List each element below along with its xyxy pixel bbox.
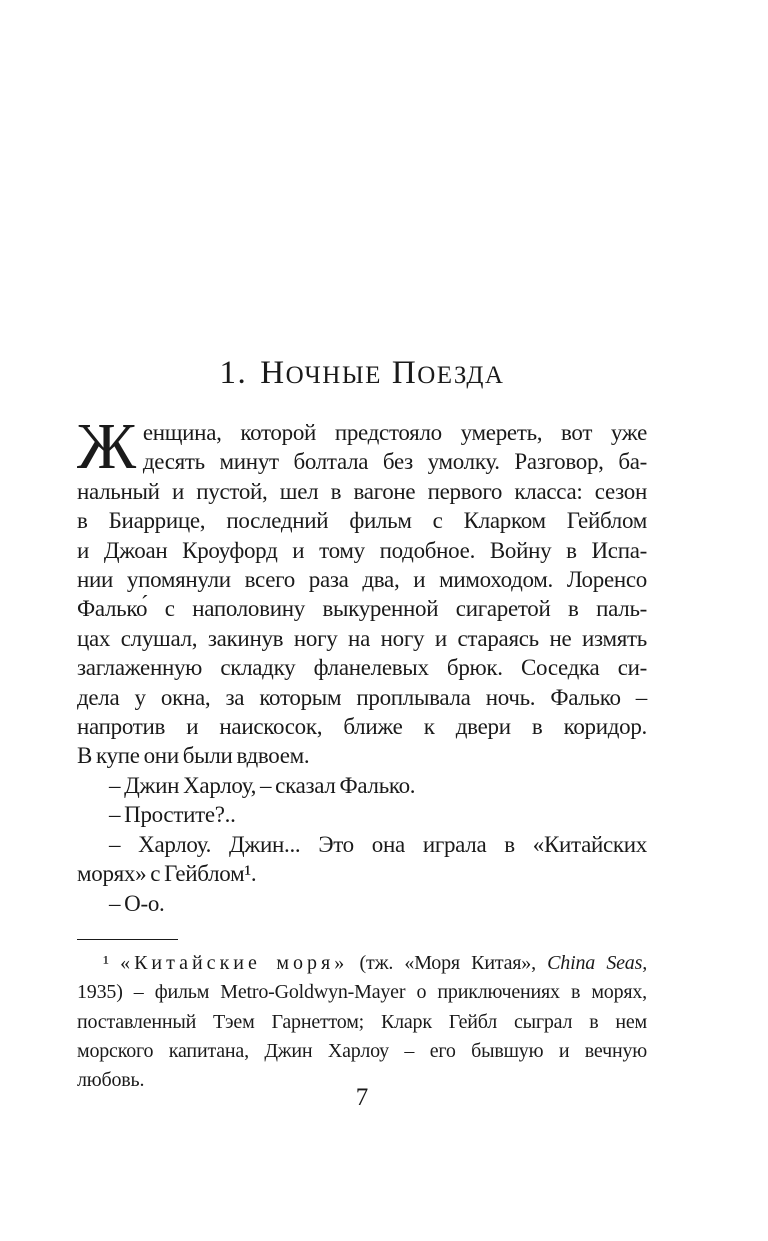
text-line: – Простите?..: [109, 802, 236, 828]
text-segment: (тж. «Моря Китая»,: [348, 951, 548, 974]
text-line: морях» с Гейблом¹.: [77, 861, 257, 887]
text-line: морского капитана, Джин Харлоу – его бывшую и вечную: [77, 1039, 647, 1062]
drop-cap: Ж: [77, 410, 136, 483]
heading-word-initial: Н: [260, 355, 286, 391]
text-line: любовь.: [77, 1069, 145, 1092]
body-paragraph-lines: [77, 410, 647, 918]
text-line: нии упомянули всего раза два, и мимоходом. Лоренсо: [77, 567, 647, 593]
footnote-lines: [77, 949, 647, 1095]
text-line: в Биаррице, последний фильм с Кларком Гейблом: [77, 508, 647, 534]
heading-word: [260, 355, 382, 391]
heading-word-initial: П: [391, 355, 418, 391]
chapter-number: 1.: [219, 355, 248, 391]
text-line: – О-о.: [109, 890, 165, 916]
text-line: заглаженную складку фланелевых брюк. Соседка си-: [77, 655, 647, 681]
body-text: [77, 410, 647, 918]
page-number: 7: [355, 1084, 369, 1111]
footnote-separator-rule: [77, 939, 178, 940]
text-line: В купе они были вдвоем.: [77, 743, 310, 769]
heading-word-smallcaps: ОЕЗДА: [417, 362, 505, 389]
text-line: 1935) – фильм Metro-Goldwyn-Mayer о приключениях в морях,: [77, 981, 647, 1004]
chapter-heading: [77, 355, 647, 397]
text-line: енщина, которой предстояло умереть, вот уже: [142, 420, 647, 445]
heading-word-smallcaps: ОЧНЫЕ: [285, 362, 382, 389]
text-line: [77, 949, 647, 978]
heading-word: [391, 355, 505, 391]
text-segment: China Seas,: [547, 951, 647, 974]
text-segment: ¹: [103, 951, 121, 974]
footnote: [77, 949, 647, 1095]
text-line: напротив и наискосок, ближе к двери в коридор.: [77, 714, 647, 740]
text-segment: «Китайские моря»: [120, 951, 349, 974]
text-line: поставленный Тэем Гарнеттом; Кларк Гейбл сыграл в нем: [77, 1010, 647, 1033]
text-line: – Джин Харлоу, – сказал Фалько.: [109, 772, 416, 798]
text-line: цах слушал, закинув ногу на ногу и стараясь не измять: [77, 625, 647, 651]
text-line: – Харлоу. Джин... Это она играла в «Китайских: [109, 831, 647, 857]
text-block: [77, 355, 647, 1095]
text-line: дела у окна, за которым проплывала ночь. Фалько –: [77, 684, 647, 710]
text-line: десять минут болтала без умолку. Разговор, ба-: [142, 449, 647, 475]
text-line: и Джоан Кроуфорд и тому подобное. Войну в Испа-: [77, 537, 647, 563]
text-line: Фалько́ с наполовину выкуренной сигаретой в паль-: [77, 596, 647, 622]
text-line: нальный и пустой, шел в вагоне первого класса: сезон: [77, 478, 647, 504]
